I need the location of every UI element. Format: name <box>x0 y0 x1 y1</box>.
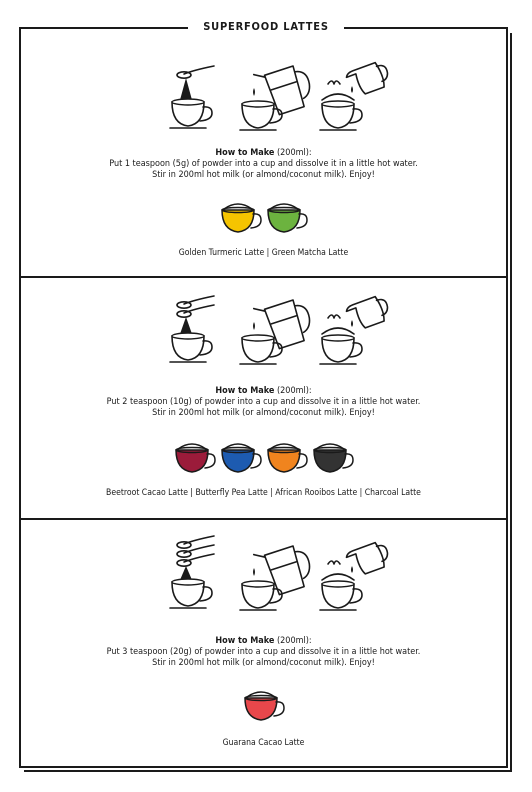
latte-cups <box>21 440 506 480</box>
latte-cup-icon <box>241 688 285 724</box>
how-to-heading: How to Make <box>215 148 275 158</box>
latte-cup-icon <box>310 440 354 476</box>
instruction-line: Put 3 teaspoon (20g) of powder into a cup and dissolve it in a little hot water. <box>106 647 421 657</box>
how-to-heading: How to Make <box>215 636 275 646</box>
latte-cup-icon <box>264 440 308 476</box>
page-title: SUPERFOOD LATTES <box>188 17 344 37</box>
latte-names: Guarana Cacao Latte <box>222 738 305 748</box>
preparation-steps <box>21 290 506 370</box>
powder-into-cup-icon <box>156 60 236 132</box>
preparation-steps <box>21 530 506 610</box>
instruction-line: Put 2 teaspoon (10g) of powder into a cup and dissolve it in a little hot water. <box>106 397 421 407</box>
latte-names: Beetroot Cacao Latte | Butterfly Pea Latte | African Rooibos Latte | Charcoal Latte <box>106 488 421 498</box>
how-to-instructions <box>21 148 506 181</box>
latte-section-3 <box>21 520 506 768</box>
latte-cup-icon <box>218 200 262 236</box>
preparation-steps <box>21 60 506 140</box>
latte-cup-icon <box>218 440 262 476</box>
how-to-amount: (200ml): <box>274 386 312 396</box>
how-to-instructions <box>21 636 506 669</box>
powder-into-cup-icon <box>156 290 236 366</box>
how-to-amount: (200ml): <box>274 148 312 158</box>
instruction-line: Stir in 200ml hot milk (or almond/coconut milk). Enjoy! <box>152 170 375 180</box>
instruction-line: Stir in 200ml hot milk (or almond/coconut milk). Enjoy! <box>152 408 375 418</box>
frame-shadow-bottom <box>24 770 512 772</box>
latte-section-1 <box>21 40 506 276</box>
kettle-pouring-icon <box>236 294 316 366</box>
instruction-line: Put 1 teaspoon (5g) of powder into a cup and dissolve it in a little hot water. <box>109 159 418 169</box>
latte-cups <box>21 200 506 240</box>
milk-pitcher-pouring-icon <box>316 540 396 612</box>
latte-cup-icon <box>172 440 216 476</box>
powder-into-cup-icon <box>156 530 236 612</box>
milk-pitcher-pouring-icon <box>316 294 396 366</box>
latte-cup-icon <box>264 200 308 236</box>
kettle-pouring-icon <box>236 540 316 612</box>
how-to-amount: (200ml): <box>274 636 312 646</box>
frame-shadow-right <box>510 33 512 772</box>
latte-section-2 <box>21 278 506 518</box>
instruction-line: Stir in 200ml hot milk (or almond/coconut milk). Enjoy! <box>152 658 375 668</box>
milk-pitcher-pouring-icon <box>316 60 396 132</box>
how-to-instructions <box>21 386 506 419</box>
how-to-heading: How to Make <box>215 386 275 396</box>
latte-cups <box>21 688 506 728</box>
latte-names: Golden Turmeric Latte | Green Matcha Latte <box>178 248 349 258</box>
kettle-pouring-icon <box>236 60 316 132</box>
